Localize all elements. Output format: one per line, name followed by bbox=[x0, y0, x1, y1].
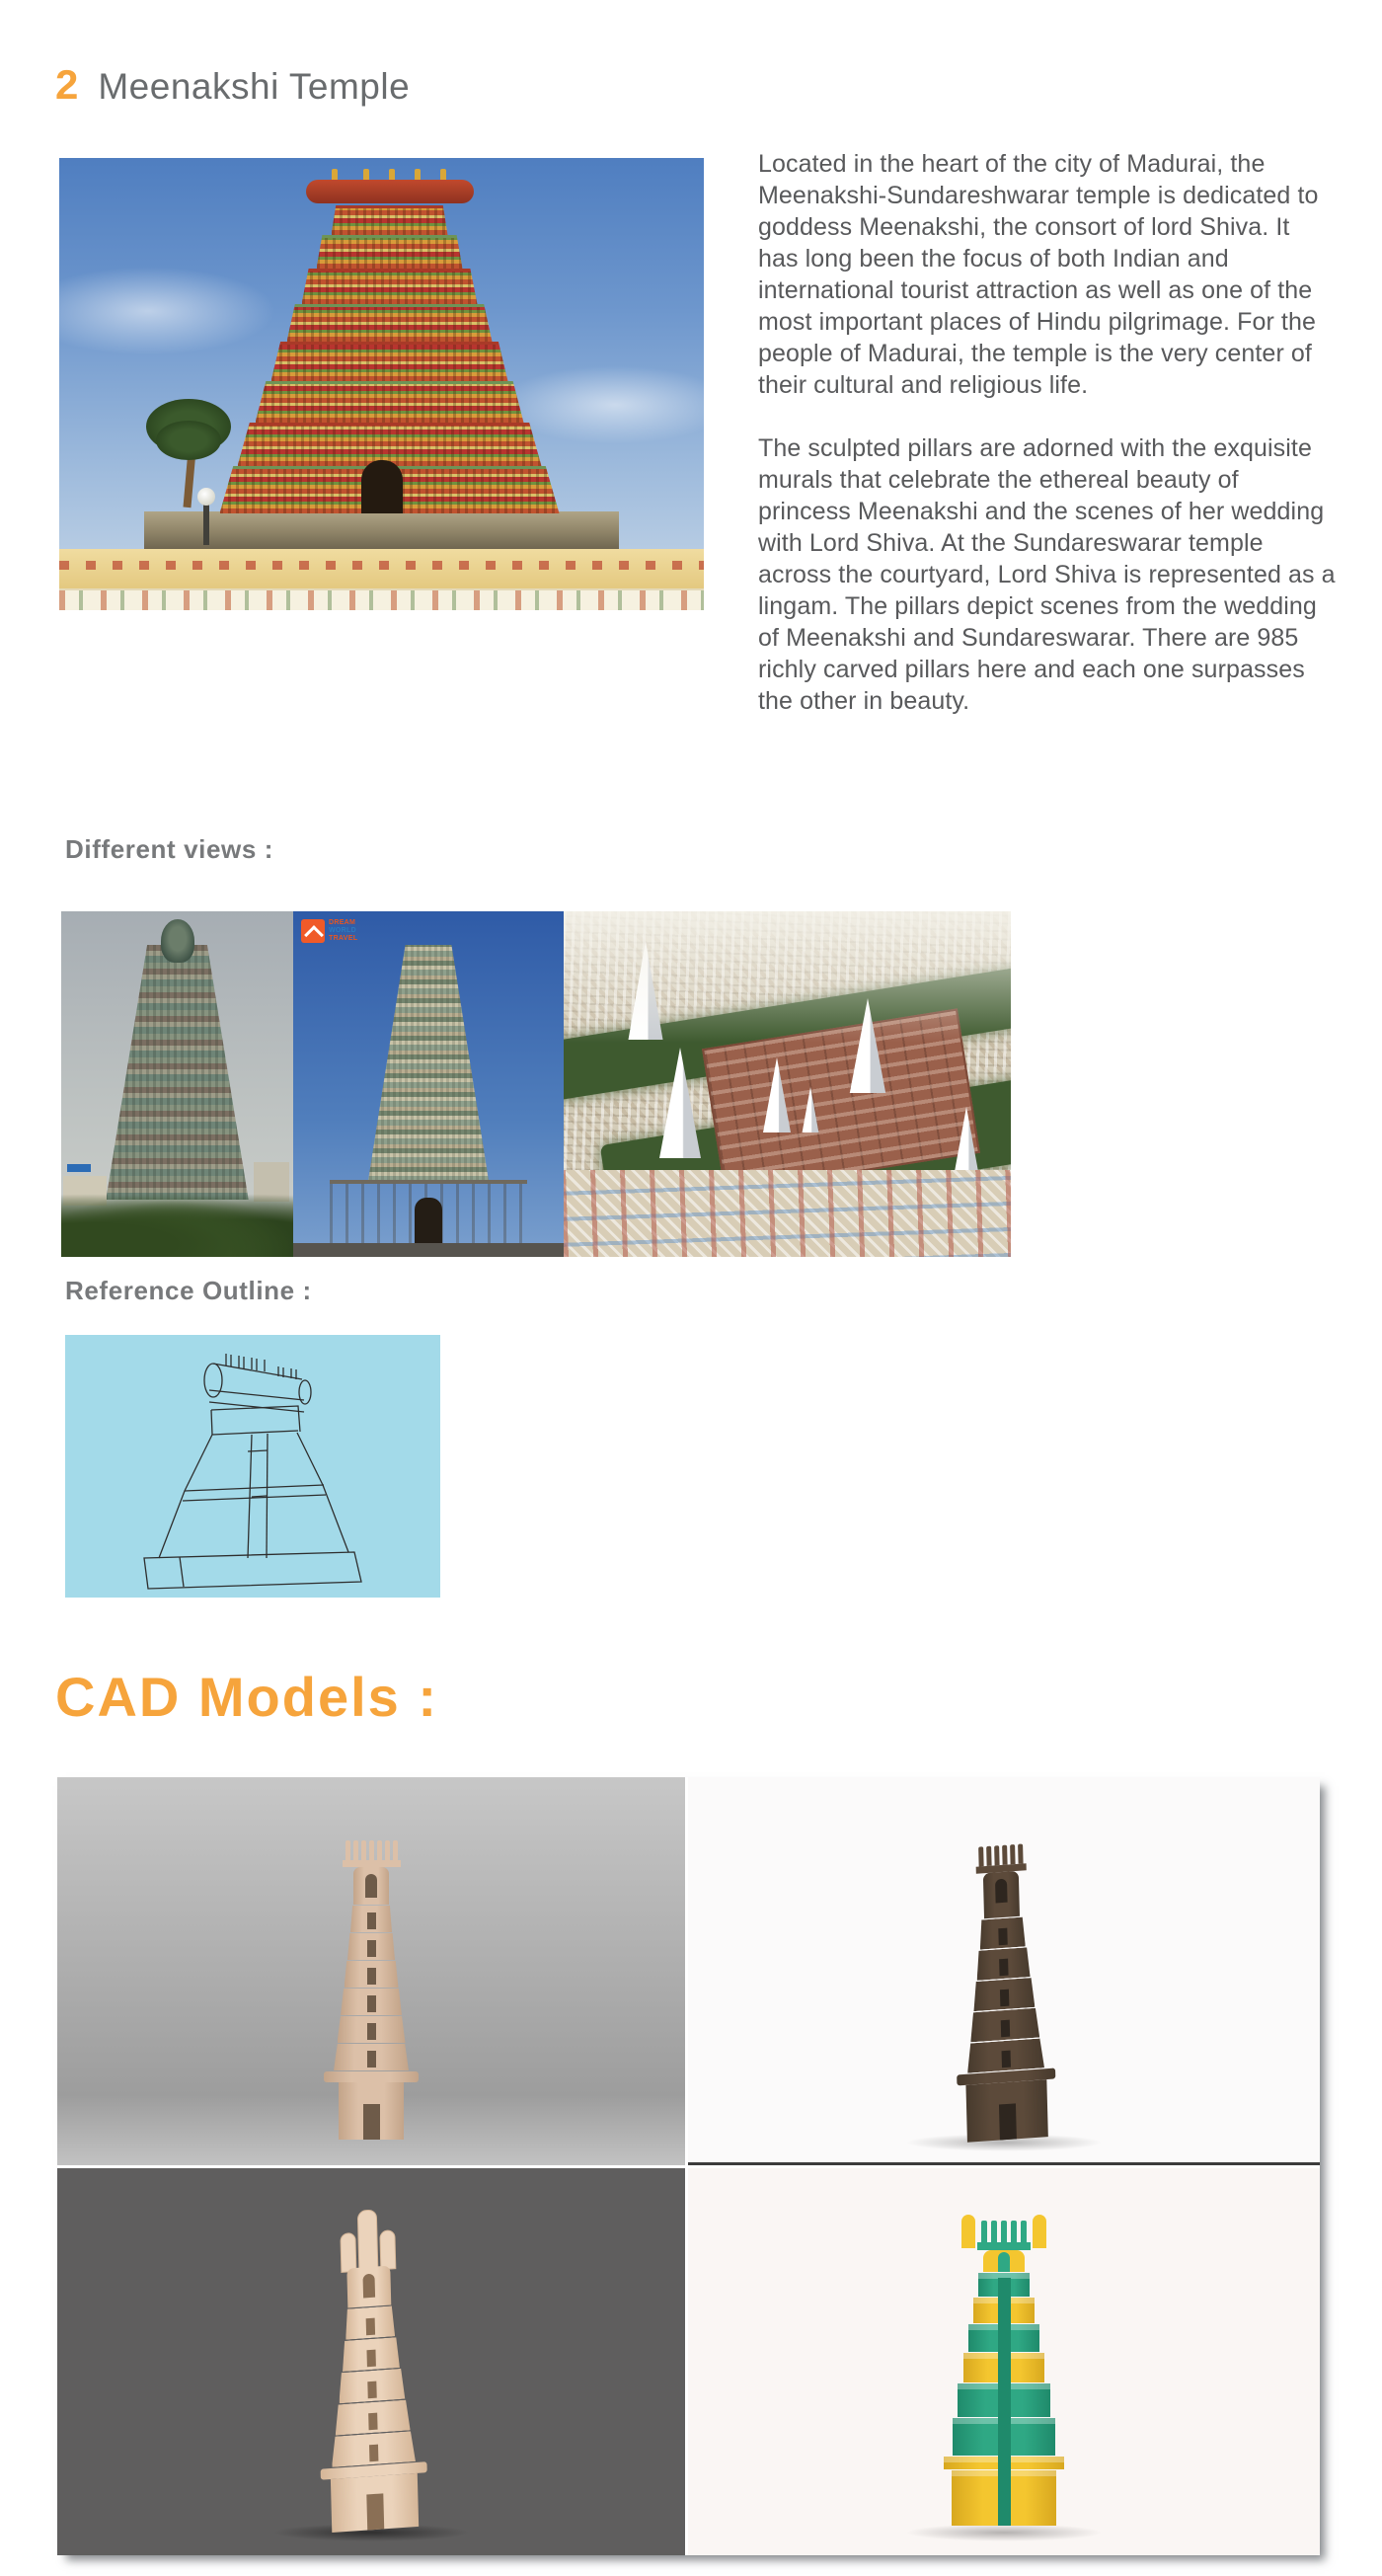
intro-paragraph-1: Located in the heart of the city of Madurai, the Meenakshi-Sundareshwarar temple is dedicated to goddess Meenakshi, the consort of lord Shiva. It has long been the focus of both Indian and international tourist attraction as well as one of the most important places of Hindu pilgrimage. For the people of Madurai, the temple is the very center of their cultural and religious life. bbox=[758, 150, 1319, 399]
intro-paragraph-2: The sculpted pillars are adorned with the exquisite murals that celebrate the ethereal beauty of princess Meenakshi and the scenes of her wedding with Lord Shiva. At the Sundareswarar temple across the courtyard, Lord Shiva is represented as a lingam. The pillars depict scenes from the wedding of Meenakshi and Sundareswarar. There are 985 richly carved pillars here and each one surpasses the other in beauty. bbox=[758, 434, 1336, 715]
ground-shadow bbox=[905, 2524, 1103, 2541]
cad-model-beige bbox=[324, 1840, 419, 2140]
base-door bbox=[998, 2103, 1016, 2140]
model-ledge bbox=[324, 2071, 419, 2082]
gopuram-tier bbox=[256, 381, 524, 423]
different-views-strip bbox=[61, 911, 1011, 1257]
tier-window bbox=[365, 2318, 374, 2336]
model-tier bbox=[350, 1906, 392, 1932]
cad-models-heading: CAD Models : bbox=[55, 1666, 438, 1728]
tier-window bbox=[366, 2350, 375, 2368]
model-crest bbox=[975, 1843, 1027, 1874]
temple-wall bbox=[59, 549, 704, 610]
logo-text bbox=[329, 919, 357, 943]
model-base bbox=[339, 2082, 404, 2140]
model-tier bbox=[970, 2008, 1040, 2043]
finial bbox=[363, 169, 369, 180]
cad-model-brown bbox=[951, 1842, 1057, 2144]
model-base bbox=[331, 2473, 419, 2533]
cad-models-grid bbox=[57, 1777, 1320, 2555]
model-base bbox=[965, 2079, 1047, 2143]
finial bbox=[415, 169, 421, 180]
model-tier bbox=[973, 1978, 1036, 2011]
different-views-heading: Different views : bbox=[65, 834, 274, 864]
model-tier bbox=[341, 1989, 402, 2015]
view-photo-front-gopuram bbox=[293, 911, 564, 1257]
gopuram-tier bbox=[302, 269, 478, 304]
finial bbox=[332, 169, 338, 180]
gopuram-tier bbox=[238, 423, 542, 466]
page-header bbox=[55, 61, 410, 109]
base-door bbox=[366, 2493, 384, 2530]
gopuram-tier bbox=[287, 304, 493, 342]
logo-line-1: DREAM bbox=[329, 919, 356, 926]
finial bbox=[389, 169, 395, 180]
hero-temple-photo bbox=[59, 158, 704, 610]
gopuram-cap bbox=[306, 180, 474, 203]
section-number: 2 bbox=[55, 61, 79, 108]
tier-window bbox=[999, 1959, 1008, 1977]
tier-window bbox=[1000, 2020, 1009, 2038]
gopuram-silhouette bbox=[84, 945, 271, 1200]
view-photo-aerial-complex bbox=[564, 911, 1011, 1257]
model-petal-crest bbox=[340, 2208, 397, 2273]
tier-window bbox=[367, 2381, 376, 2399]
town-band bbox=[564, 1170, 1011, 1257]
temple-gate bbox=[330, 1180, 527, 1243]
reference-outline-heading: Reference Outline : bbox=[65, 1276, 312, 1305]
model-crest bbox=[343, 1840, 401, 1867]
travel-logo bbox=[301, 919, 357, 943]
cad-model-pine bbox=[314, 2206, 428, 2533]
intro-text bbox=[758, 148, 1336, 717]
tier-window bbox=[367, 1940, 376, 1957]
model-tier bbox=[331, 2431, 416, 2467]
tier-window bbox=[998, 1928, 1007, 1946]
tier-window bbox=[367, 1912, 376, 1929]
model-tier bbox=[335, 2399, 411, 2435]
model-tier bbox=[347, 1933, 395, 1960]
logo-line-2: WORLD bbox=[329, 927, 356, 934]
crest-flank bbox=[1033, 2215, 1046, 2248]
cad-render-beige-front bbox=[57, 1777, 685, 2165]
gopuram-tier bbox=[317, 235, 463, 269]
cad-model-green-yellow bbox=[944, 2221, 1064, 2526]
gopuram-crest bbox=[161, 919, 194, 963]
gopuram-tier bbox=[271, 342, 508, 381]
model-tier bbox=[976, 1947, 1031, 1981]
tier-window bbox=[367, 2051, 376, 2068]
model-tier bbox=[966, 2038, 1044, 2072]
crown-arch bbox=[995, 1879, 1008, 1904]
model-tier bbox=[345, 1961, 399, 1988]
crest-flank bbox=[961, 2215, 975, 2248]
gopuram-tier bbox=[332, 205, 448, 235]
gate-door bbox=[415, 1198, 442, 1243]
model-tier bbox=[334, 2044, 409, 2070]
model-tier bbox=[342, 2337, 400, 2372]
cad-render-pine-iso bbox=[57, 2168, 685, 2555]
page-title: Meenakshi Temple bbox=[98, 66, 411, 107]
gopuram-entrance bbox=[361, 460, 403, 513]
blue-sign bbox=[67, 1164, 91, 1172]
temple-platform bbox=[144, 511, 619, 549]
crown-arch bbox=[365, 1874, 377, 1898]
tier-window bbox=[367, 2023, 376, 2040]
tier-window bbox=[367, 1968, 376, 1985]
model-tier bbox=[979, 1916, 1026, 1949]
model-tier bbox=[345, 2305, 395, 2339]
model-center-column bbox=[998, 2278, 1011, 2526]
reference-outline-drawing bbox=[65, 1335, 440, 1598]
cad-render-green-yellow bbox=[688, 2168, 1320, 2555]
tier-window bbox=[368, 2413, 377, 2431]
temple-wireframe-svg bbox=[65, 1335, 440, 1598]
tree-line bbox=[61, 1194, 293, 1257]
road bbox=[293, 1243, 564, 1257]
chevron-logo-icon bbox=[301, 919, 325, 943]
cad-render-brown-iso bbox=[688, 1777, 1320, 2165]
model-crown bbox=[983, 1871, 1020, 1918]
gopuram-silhouette bbox=[340, 945, 517, 1182]
model-comb-crest bbox=[977, 2221, 1031, 2250]
crown-arch bbox=[362, 2274, 375, 2299]
tier-window bbox=[367, 1995, 376, 2012]
tier-window bbox=[368, 2445, 377, 2462]
view-photo-side-gopuram bbox=[61, 911, 293, 1257]
logo-line-3: TRAVEL bbox=[329, 935, 358, 942]
tier-window bbox=[1001, 2051, 1010, 2069]
model-crown bbox=[983, 2250, 1025, 2272]
street-lamp bbox=[203, 504, 209, 545]
base-door bbox=[363, 2104, 380, 2140]
tier-window bbox=[999, 1990, 1008, 2007]
model-crown bbox=[346, 2265, 391, 2307]
model-tier bbox=[338, 2016, 406, 2043]
model-tier bbox=[339, 2369, 406, 2404]
finial bbox=[440, 169, 446, 180]
model-crown bbox=[353, 1867, 389, 1905]
